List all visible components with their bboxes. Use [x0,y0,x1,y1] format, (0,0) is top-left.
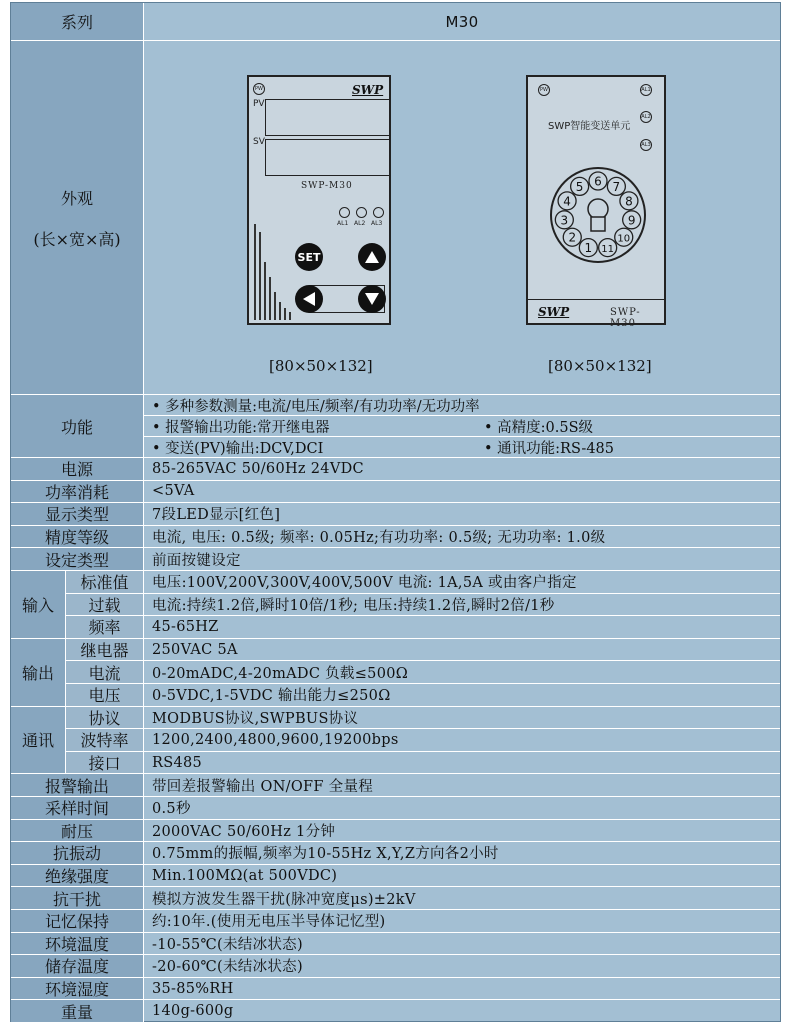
al2-led [356,207,367,218]
spec-value: 140g-600g [152,1003,234,1020]
left-arrow-icon [302,291,316,307]
function-line-2: • 报警输出功能:常开继电器 • 高精度:0.5S级 [144,416,780,437]
spec-label: 继电器 [66,639,144,661]
brand-logo: SWP [538,305,570,319]
power-indicator: PW [253,83,265,95]
spec-value: 2000VAC 50/60Hz 1分钟 [152,823,336,840]
comm-group-label: 通讯 [11,707,66,775]
left-button[interactable] [295,285,323,313]
series-value: M30 [445,12,479,31]
spec-row [11,752,780,775]
spec-value: 85-265VAC 50/60Hz 24VDC [152,460,364,477]
al2-label: AL2 [354,220,366,227]
socket-pin-number: 8 [625,194,633,209]
spec-value: 45-65HZ [152,618,219,635]
down-button[interactable] [358,285,386,313]
vent-pattern [252,222,300,322]
spec-value: 0.5秒 [152,801,191,818]
al1-label: AL1 [337,220,349,227]
spec-value: 前面按键设定 [152,552,241,569]
spec-value: -20-60℃(未结冰状态) [152,959,303,976]
spec-value: 0-20mADC,4-20mADC 负载≤500Ω [152,665,409,682]
socket-pinout [548,165,648,265]
spec-label: 储存温度 [11,955,144,977]
spec-row [11,639,780,662]
function-line-3: • 变送(PV)输出:DCV,DCI • 通讯功能:RS-485 [144,437,780,458]
spec-row [11,458,780,481]
spec-row [11,933,780,956]
device1-dimension: [80×50×132] [269,357,373,375]
spec-row [11,548,780,571]
spec-label: 记忆保持 [11,910,144,932]
spec-value: <5VA [152,483,195,500]
spec-label: 功率消耗 [11,481,144,503]
spec-label: 电源 [11,458,144,480]
spec-label: 绝缘强度 [11,865,144,887]
function-line-1: • 多种参数测量:电流/电压/频率/有功功率/无功功率 [144,395,780,416]
spec-value: Min.100MΩ(at 500VDC) [152,867,338,884]
spec-label: 波特率 [66,729,144,751]
al3-led: AL3 [640,139,652,151]
spec-row [11,910,780,933]
spec-value: 电压:100V,200V,300V,400V,500V 电流: 1A,5A 或由客户指定 [152,575,577,592]
al2-led: AL2 [640,111,652,123]
model-label: SWP-M30 [301,181,353,191]
socket-pin-number: 3 [560,213,569,228]
socket-pin-number: 4 [563,194,571,209]
spec-label: 报警输出 [11,774,144,796]
spec-value: 约:10年.(使用无电压半导体记忆型) [152,914,386,931]
spec-value: MODBUS协议,SWPBUS协议 [152,710,359,727]
spec-value: 35-85%RH [152,980,234,997]
input-group-label: 输入 [11,571,66,639]
spec-label: 环境湿度 [11,978,144,1000]
spec-label: 电压 [66,684,144,706]
spec-label: 标准值 [66,571,144,593]
spec-label: 重量 [11,1000,144,1022]
spec-label: 环境温度 [11,933,144,955]
spec-row [11,707,780,730]
spec-value: 电流, 电压: 0.5级; 频率: 0.05Hz;有功功率: 0.5级; 无功功率: 1.0级 [152,530,606,547]
bottom-divider [528,299,664,300]
brand-logo: SWP [352,83,384,97]
up-arrow-icon [364,250,380,264]
al3-led [373,207,384,218]
spec-row [11,503,780,526]
spec-label: 抗干扰 [11,887,144,909]
spec-label: 过载 [66,594,144,616]
spec-value: 带回差报警输出 ON/OFF 全量程 [152,778,374,795]
spec-row [11,729,780,752]
spec-label: 耐压 [11,820,144,842]
down-arrow-icon [364,292,380,306]
spec-value: RS485 [152,754,203,771]
series-label: 系列 [11,3,144,40]
spec-row [11,481,780,504]
spec-row [11,797,780,820]
spec-value: 0-5VDC,1-5VDC 输出能力≤250Ω [152,688,391,705]
socket-pin-number: 2 [568,230,577,245]
appearance-label [11,41,144,394]
spec-label: 抗振动 [11,842,144,864]
sv-label: SV [253,137,265,147]
spec-value: 0.75mm的振幅,频率为10-55Hz X,Y,Z方向各2小时 [152,846,499,863]
spec-sheet [10,2,781,1022]
spec-row [11,571,780,594]
function-row [11,395,780,458]
spec-row [11,774,780,797]
output-group-label: 输出 [11,639,66,707]
spec-label: 接口 [66,752,144,774]
spec-label: 设定类型 [11,548,144,570]
al1-led: AL1 [640,84,652,96]
spec-row [11,684,780,707]
spec-label: 电流 [66,661,144,683]
spec-value: 250VAC 5A [152,641,238,658]
spec-row [11,526,780,549]
spec-label: 协议 [66,707,144,729]
transmitter-unit-panel [526,75,666,329]
set-button[interactable]: SET [295,243,323,271]
pv-label: PV [253,99,265,109]
spec-row [11,842,780,865]
spec-value: -10-55℃(未结冰状态) [152,936,303,953]
spec-value: 电流:持续1.2倍,瞬时10倍/1秒; 电压:持续1.2倍,瞬时2倍/1秒 [152,597,555,614]
spec-label: 显示类型 [11,503,144,525]
spec-row [11,616,780,639]
al3-label: AL3 [371,220,383,227]
socket-pin-number: 6 [594,174,602,189]
spec-value: 7段LED显示[红色] [152,507,281,524]
spec-row [11,955,780,978]
socket-pin-number: 1 [584,241,593,256]
socket-pin-number: 11 [601,244,615,256]
socket-pin-number: 7 [612,179,621,194]
spec-row [11,820,780,843]
spec-row [11,887,780,910]
model-label: SWP-M30 [610,307,641,329]
spec-label: 采样时间 [11,797,144,819]
spec-label: 精度等级 [11,526,144,548]
sv-display [265,139,391,176]
spec-row [11,1000,780,1023]
spec-value: 模拟方波发生器干扰(脉冲宽度μs)±2kV [152,891,416,908]
spec-row [11,594,780,617]
appearance-label-dims: (长×宽×高) [33,229,121,249]
controller-front-panel [247,75,391,325]
spec-row [11,661,780,684]
unit-title: SWP智能变送单元 [548,121,631,132]
socket-pin-number: 5 [575,179,584,194]
function-label: 功能 [11,395,144,458]
socket-pin-number: 9 [627,213,636,228]
socket-pin-number: 10 [617,233,631,245]
power-indicator: PW [538,84,550,96]
spec-value: 1200,2400,4800,9600,19200bps [152,731,399,748]
spec-row [11,978,780,1001]
appearance-label-main: 外观 [60,188,93,208]
spec-row [11,865,780,888]
up-button[interactable] [358,243,386,271]
al1-led [339,207,350,218]
appearance-row [11,41,780,395]
header-row [11,3,780,41]
device2-dimension: [80×50×132] [548,357,652,375]
pv-display [265,99,391,136]
spec-label: 频率 [66,616,144,638]
